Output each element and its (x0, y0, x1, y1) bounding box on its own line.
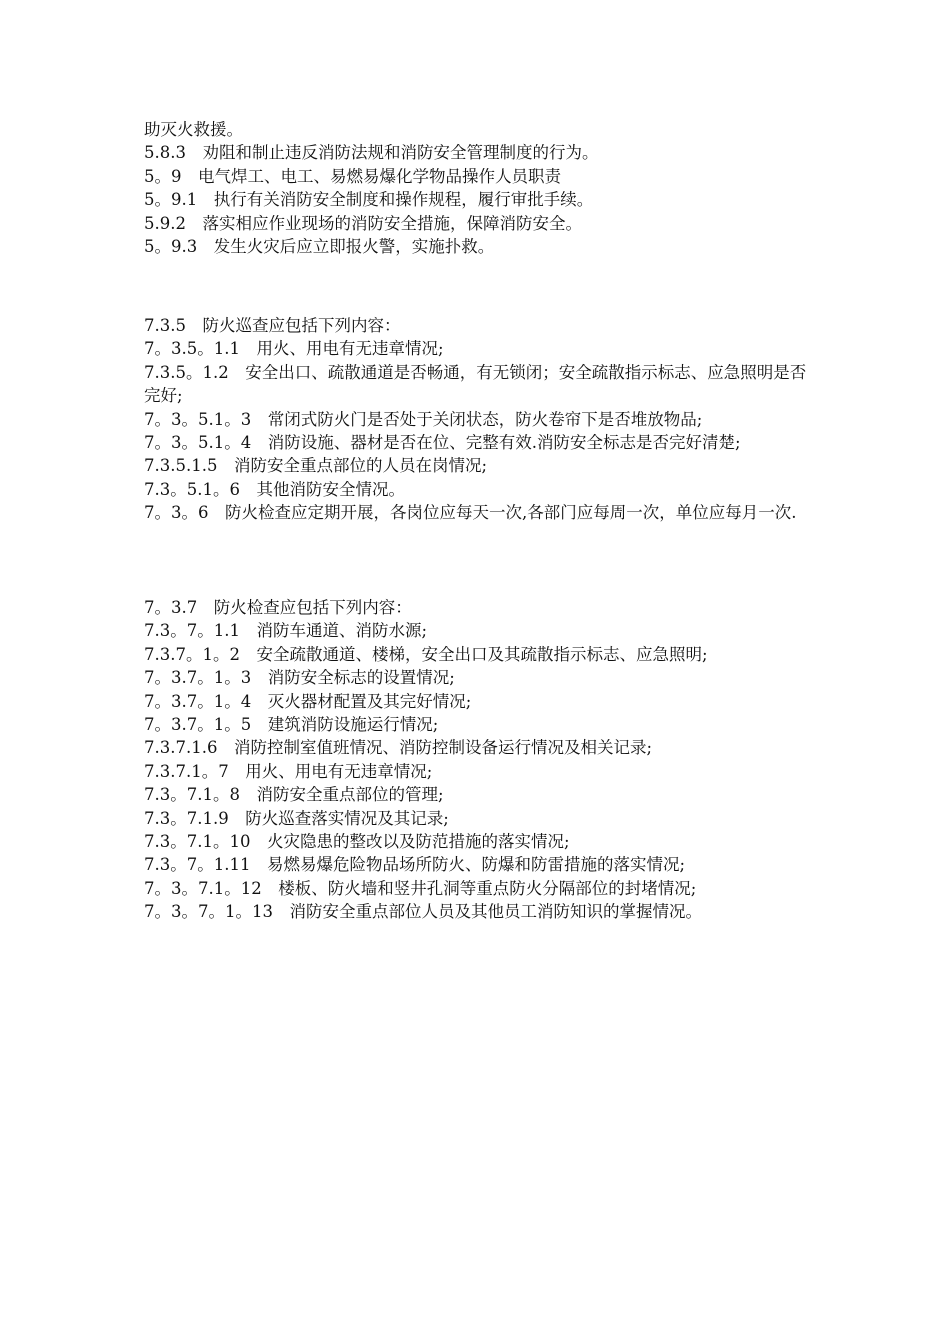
section-5-duties (144, 118, 809, 258)
text-line: 7.3。7.1。10 火灾隐患的整改以及防范措施的落实情况; (144, 831, 570, 851)
text-line: 7。3.7。1。4 灭火器材配置及其完好情况; (144, 691, 472, 711)
text-line: 7.3.5 防火巡查应包括下列内容： (144, 316, 401, 335)
section-7-3-5-patrol (144, 314, 809, 525)
text-line: 7。3.7。1。3 消防安全标志的设置情况; (144, 668, 455, 688)
text-line: 5。9 电气焊工、电工、易燃易爆化学物品操作人员职责 (144, 166, 561, 186)
text-line: 5.8.3 劝阻和制止违反消防法规和消防安全管理制度的行为。 (144, 143, 599, 163)
text-line: 7。3。5.1。3 常闭式防火门是否处于关闭状态，防火卷帘下是否堆放物品; (144, 409, 703, 429)
text-line: 7。3。7.1。12 楼板、防火墙和竖井孔洞等重点防火分隔部位的封堵情况; (144, 878, 697, 898)
text-line: 7。3。7。1。13 消防安全重点部位人员及其他员工消防知识的掌握情况。 (144, 902, 702, 922)
text-line: 7.3.7.1.6 消防控制室值班情况、消防控制设备运行情况及相关记录; (144, 738, 653, 758)
text-line: 7.3。7。1.11 易燃易爆危险物品场所防火、防爆和防雷措施的落实情况; (144, 855, 686, 875)
text-line: 助灭火救援。 (144, 120, 243, 139)
text-line: 7.3.5.1.5 消防安全重点部位的人员在岗情况; (144, 456, 488, 476)
text-line: 7。3.7。1。5 建筑消防设施运行情况; (144, 714, 439, 734)
text-line: 7。3.7 防火检查应包括下列内容： (144, 598, 412, 617)
text-line: 7.3.7。1。2 安全疏散通道、楼梯，安全出口及其疏散指示标志、应急照明; (144, 644, 708, 664)
text-line: 7.3。7.1.9 防火巡查落实情况及其记录; (144, 808, 449, 828)
section-7-3-7-inspection (144, 596, 809, 923)
text-paragraph: 7。3。5.1。4 消防设施、器材是否在位、完整有效.消防安全标志是否完好清楚; (144, 432, 741, 452)
text-line: 5。9.3 发生火灾后应立即报火警，实施扑救。 (144, 236, 495, 256)
text-line: 5.9.2 落实相应作业现场的消防安全措施，保障消防安全。 (144, 213, 582, 233)
text-paragraph: 7。3。6 防火检查应定期开展，各岗位应每天一次,各部门应每周一次，单位应每月一次. (144, 503, 797, 523)
text-line: 7.3。5.1。6 其他消防安全情况。 (144, 479, 405, 499)
text-line: 7.3。7。1.1 消防车通道、消防水源; (144, 621, 428, 641)
text-line: 7.3.7.1。7 用火、用电有无违章情况; (144, 761, 433, 781)
text-line: 7。3.5。1.1 用火、用电有无违章情况; (144, 339, 444, 359)
text-line: 5。9.1 执行有关消防安全制度和操作规程，履行审批手续。 (144, 190, 594, 210)
text-paragraph: 7.3.5。1.2 安全出口、疏散通道是否畅通，有无锁闭；安全疏散指示标志、应急照明是否完好; (144, 362, 807, 406)
text-line: 7.3。7.1。8 消防安全重点部位的管理; (144, 785, 444, 805)
